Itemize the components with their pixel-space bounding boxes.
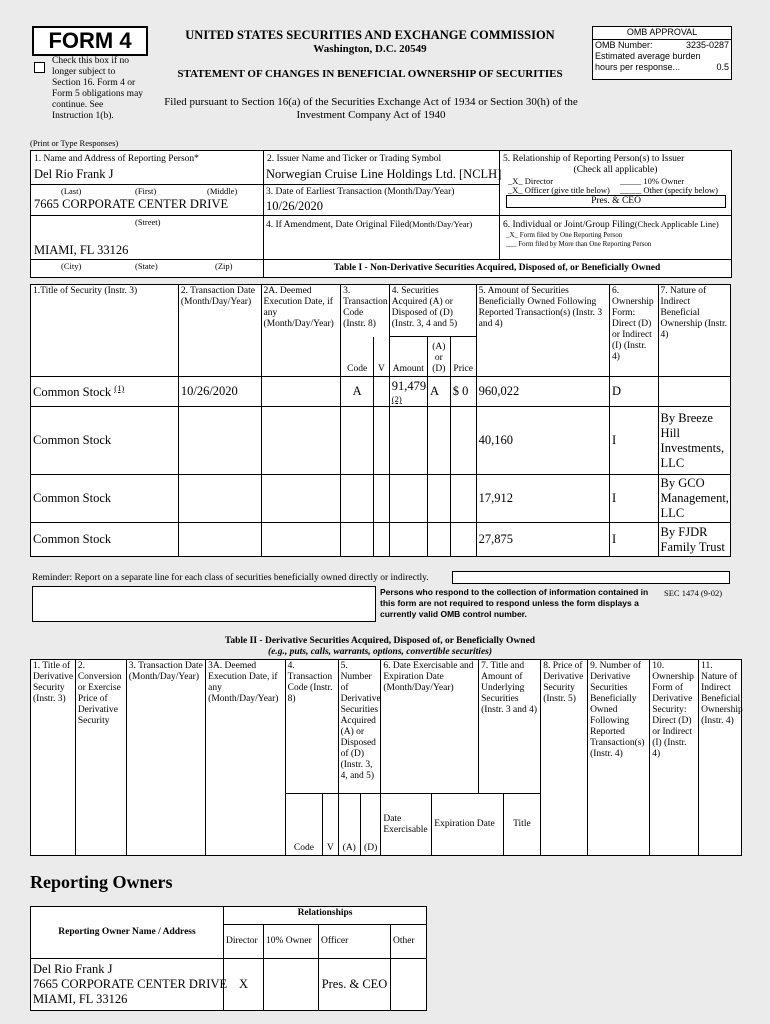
t1-h4: 4. Securities Acquired (A) or Disposed of (D) (Instr. 3, 4 and 5) — [389, 285, 476, 337]
t2-sub-expiration: Expiration Date — [432, 794, 503, 856]
t2-h6: 6. Date Exercisable and Expiration Date (Month/Day/Year) — [381, 660, 479, 794]
filed-pursuant: Filed pursuant to Section 16(a) of the Securities Exchange Act of 1934 or Section 30(h) of the Investment Company Act of 1940 — [164, 96, 578, 121]
footnote-link[interactable]: (2) — [391, 394, 402, 404]
officer-title: Pres. & CEO — [506, 195, 726, 208]
reporting-address: 7665 CORPORATE CENTER DRIVE — [34, 197, 229, 211]
agency-city: Washington, D.C. 20549 — [313, 43, 427, 55]
t1-r3-owned: 27,875 — [476, 523, 609, 557]
owner-name: Del Rio Frank J — [33, 962, 113, 976]
officer-header: Officer — [319, 925, 391, 959]
table1-title: Table I - Non-Derivative Securities Acquired, Disposed of, or Beneficially Owned — [333, 263, 661, 273]
t1-r3-title: Common Stock — [31, 523, 179, 557]
t1-r3-form: I — [609, 523, 658, 557]
city-label: (City) — [61, 261, 82, 271]
t2-h7: 7. Title and Amount of Underlying Securities (Instr. 3 and 4) — [479, 660, 541, 794]
issuer-label: 2. Issuer Name and Ticker or Trading Symbol — [267, 154, 442, 164]
ten-pct-check: _____ 10% Owner — [620, 176, 685, 186]
middle-label: (Middle) — [207, 186, 238, 196]
t2-h4: 4. Transaction Code (Instr. 8) — [285, 660, 338, 794]
other-header: Other — [391, 925, 427, 959]
t1-sub-aord: (A) or (D) — [428, 337, 451, 377]
table-row — [31, 959, 427, 1011]
t2-h8: 8. Price of Derivative Security (Instr. 5) — [541, 660, 588, 856]
zip-label: (Zip) — [215, 261, 233, 271]
t1-r0-form: D — [609, 377, 658, 407]
agency-name: UNITED STATES SECURITIES AND EXCHANGE COMMISSION — [185, 28, 555, 42]
checkbox-label: Check this box if no longer subject to Section 16. Form 4 or Form 5 obligations may continue. See Instruction 1(b). — [52, 56, 144, 121]
earliest-transaction-label: 3. Date of Earliest Transaction (Month/Day/Year) — [266, 187, 455, 197]
t1-r2-owned: 17,912 — [476, 475, 609, 523]
t1-r0-title: Common Stock — [33, 385, 112, 400]
t1-r3-nature: By FJDR Family Trust — [658, 523, 730, 557]
reporting-owners-table — [30, 906, 427, 1011]
t2-h11: 11. Nature of Indirect Beneficial Ownership (Instr. 4) — [699, 660, 742, 856]
relationships-header: Relationships — [224, 907, 427, 925]
t1-r0-code: A — [341, 377, 374, 407]
omb-title: OMB APPROVAL — [593, 27, 731, 40]
reporting-owners-heading: Reporting Owners — [30, 872, 173, 892]
reporting-person-name: Del Rio Frank J — [34, 167, 114, 181]
form-title-box — [32, 26, 148, 56]
table-row — [31, 377, 731, 407]
t1-sub-price: Price — [450, 337, 476, 377]
t1-r0-v — [374, 377, 390, 407]
relationship-label-b: (Check all applicable) — [573, 165, 658, 175]
t1-sub-v: V — [374, 337, 390, 377]
table-row — [31, 407, 731, 475]
t1-r1-nature: By Breeze Hill Investments, LLC — [658, 407, 730, 475]
t1-r1-title: Common Stock — [31, 407, 179, 475]
owner-address: 7665 CORPORATE CENTER DRIVE — [33, 977, 228, 991]
print-type: (Print or Type Responses) — [30, 138, 119, 148]
t2-h3a: 3A. Deemed Execution Date, if any (Month/Day/Year) — [206, 660, 285, 856]
officer-check: _X_ Officer (give title below) — [508, 185, 610, 195]
t1-r2-form: I — [609, 475, 658, 523]
t1-h6: 6. Ownership Form: Direct (D) or Indirect (I) (Instr. 4) — [609, 285, 658, 377]
relationship-label: 5. Relationship of Reporting Person(s) to Issuer — [503, 154, 685, 164]
t1-r2-nature: By GCO Management, LLC — [658, 475, 730, 523]
owner-name-header: Reporting Owner Name / Address — [31, 907, 224, 959]
state-label: (State) — [135, 261, 158, 271]
t2-sub-exercisable: Date Exercisable — [381, 794, 432, 856]
individual-filing-label: 6. Individual or Joint/Group Filing — [503, 220, 635, 230]
footnote-link[interactable]: (1) — [114, 382, 125, 393]
amendment-label: 4. If Amendment, Date Original Filed — [266, 220, 410, 230]
t2-h9: 9. Number of Derivative Securities Beneficially Owned Following Reported Transaction(s) (Instr. 4) — [588, 660, 650, 856]
omb-hours-label: hours per response... — [595, 62, 681, 72]
persons-respond: Persons who respond to the collection of information contained in this form are not required to respond unless the form displays a currently valid OMB control number. — [380, 587, 649, 619]
owner-city: MIAMI, FL 33126 — [33, 992, 128, 1006]
street-label: (Street) — [135, 217, 161, 227]
reporting-city-line: MIAMI, FL 33126 — [34, 243, 129, 257]
last-label: (Last) — [61, 186, 82, 196]
t2-sub-a: (A) — [338, 794, 360, 856]
t1-sub-code: Code — [341, 337, 374, 377]
t2-h5: 5. Number of Derivative Securities Acquired (A) or Disposed of (D) (Instr. 3, 4, and 5) — [338, 660, 381, 794]
t1-h7: 7. Nature of Indirect Beneficial Ownership (Instr. 4) — [658, 285, 730, 377]
table1-non-derivative — [30, 284, 731, 557]
owner-other — [391, 959, 427, 1011]
owner-ten — [264, 959, 319, 1011]
t1-h5: 5. Amount of Securities Beneficially Owned Following Reported Transaction(s) (Instr. 3 and 4) — [476, 285, 609, 377]
individual-filing-small: (Check Applicable Line) — [634, 219, 719, 229]
t1-h1: 1.Title of Security (Instr. 3) — [31, 285, 179, 377]
omb-hours: 0.5 — [716, 62, 729, 72]
earliest-transaction-date: 10/26/2020 — [266, 199, 323, 213]
first-label: (First) — [135, 186, 157, 196]
table2-subtitle: (e.g., puts, calls, warrants, options, convertible securities) — [267, 647, 493, 657]
t1-h3: 3. Transaction Code (Instr. 8) — [341, 285, 390, 337]
t2-h1: 1. Title of Derivative Security (Instr. 3) — [31, 660, 76, 856]
t2-sub-v: V — [323, 794, 338, 856]
t1-sub-amount: Amount — [389, 337, 427, 377]
statement-title: STATEMENT OF CHANGES IN BENEFICIAL OWNERSHIP OF SECURITIES — [177, 68, 563, 80]
filing-option-one: _X_ Form filed by One Reporting Person — [506, 231, 623, 239]
ten-pct-header: 10% Owner — [264, 925, 319, 959]
t2-sub-title: Title — [503, 794, 541, 856]
t1-r0-amount: 91,479 — [391, 379, 427, 393]
omb-burden: Estimated average burden — [595, 51, 701, 61]
no-longer-subject-checkbox[interactable] — [34, 58, 45, 76]
table-row — [31, 475, 731, 523]
owner-director: X — [224, 959, 264, 1011]
table2-title: Table II - Derivative Securities Acquired, Disposed of, or Beneficially Owned — [224, 636, 536, 646]
reporting-person-label: 1. Name and Address of Reporting Person — [34, 154, 195, 164]
issuer-name: Norwegian Cruise Line Holdings Ltd. [NCLH] — [266, 167, 502, 181]
other-check: _____ Other (specify below) — [620, 185, 718, 195]
omb-number: 3235-0287 — [685, 40, 729, 50]
reminder-text: Reminder: Report on a separate line for each class of securities beneficially owned directly or indirectly. — [32, 573, 429, 583]
t1-r0-deemed — [261, 377, 341, 407]
form-title: FORM 4 — [48, 28, 132, 53]
t1-h2: 2. Transaction Date (Month/Day/Year) — [178, 285, 261, 377]
amendment-label-small: (Month/Day/Year) — [409, 219, 473, 229]
t1-h2a: 2A. Deemed Execution Date, if any (Month/Day/Year) — [261, 285, 341, 377]
table-row — [31, 523, 731, 557]
t1-r0-owned: 960,022 — [476, 377, 609, 407]
table2-derivative — [30, 659, 742, 856]
omb-number-label: OMB Number: — [595, 40, 653, 50]
omb-approval-box — [592, 26, 732, 80]
reporting-person-section — [30, 150, 732, 278]
t1-r0-nature — [658, 377, 730, 407]
t2-sub-code: Code — [285, 794, 323, 856]
t1-r0-date: 10/26/2020 — [178, 377, 261, 407]
director-check: _X_ Director — [508, 176, 554, 186]
t1-r0-price: $ 0 — [450, 377, 476, 407]
checkbox-icon[interactable] — [34, 62, 45, 73]
reminder-box-top — [452, 571, 730, 584]
t2-h10: 10. Ownership Form of Derivative Security: Direct (D) or Indirect (I) (Instr. 4) — [650, 660, 699, 856]
t1-r2-title: Common Stock — [31, 475, 179, 523]
t1-r1-date — [178, 407, 261, 475]
owner-officer: Pres. & CEO — [319, 959, 391, 1011]
sec-number: SEC 1474 (9-02) — [664, 588, 723, 598]
t1-r1-form: I — [609, 407, 658, 475]
t1-r0-aord: A — [428, 377, 451, 407]
t2-h3: 3. Transaction Date (Month/Day/Year) — [126, 660, 205, 856]
filing-option-two: ___ Form filed by More than One Reporting Person — [506, 240, 652, 248]
asterisk-mark: * — [194, 154, 199, 164]
t2-h2: 2. Conversion or Exercise Price of Derivative Security — [75, 660, 126, 856]
t1-r1-owned: 40,160 — [476, 407, 609, 475]
reminder-box-left — [32, 586, 376, 622]
t2-sub-d: (D) — [360, 794, 380, 856]
director-header: Director — [224, 925, 264, 959]
